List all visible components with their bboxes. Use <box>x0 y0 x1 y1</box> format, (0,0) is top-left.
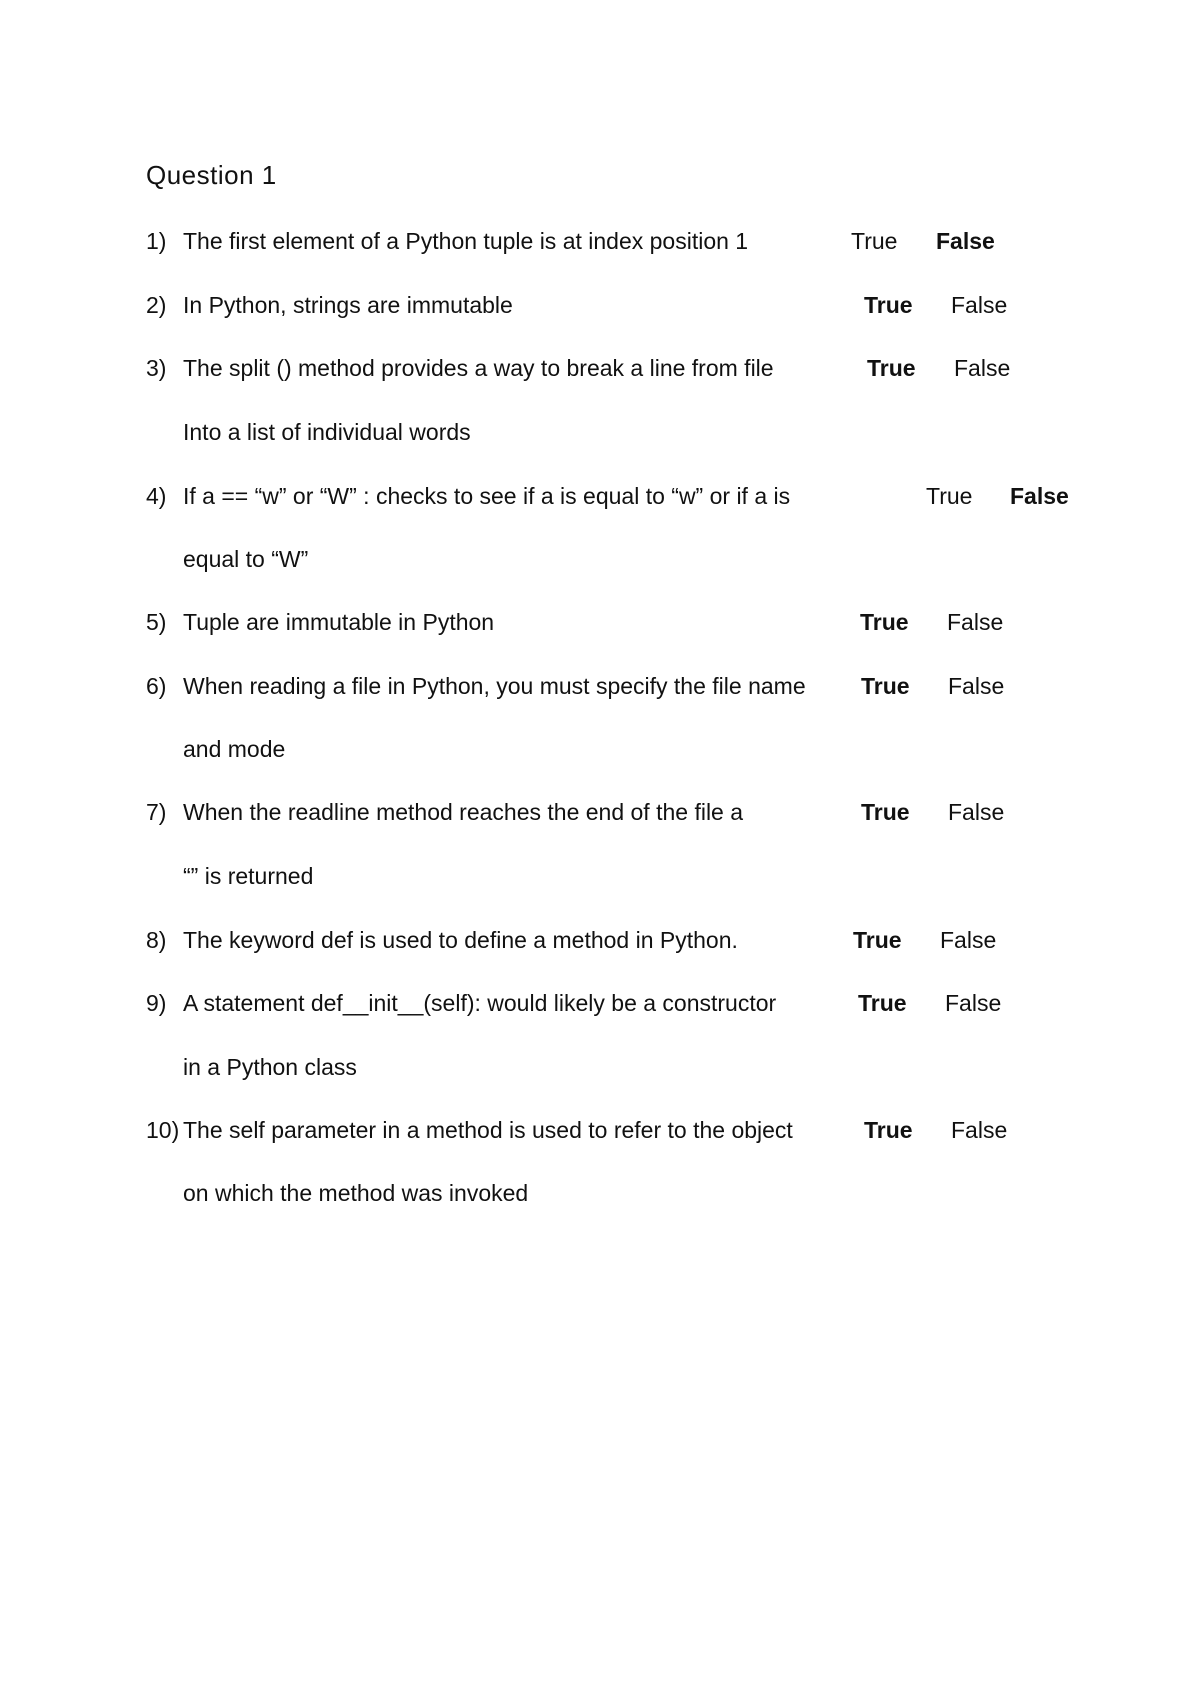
question-text: When the readline method reaches the end of the file a <box>183 799 744 825</box>
answer-true: True <box>851 228 898 254</box>
answer-true-selected: True <box>861 799 910 825</box>
question-text-continued: “” is returned <box>183 863 314 889</box>
answer-true-selected: True <box>861 673 910 699</box>
question-number: 8) <box>146 927 167 953</box>
question-text-continued: equal to “W” <box>183 546 309 572</box>
question-text: The keyword def is used to define a method in Python. <box>183 927 738 953</box>
answer-true-selected: True <box>853 927 902 953</box>
answer-true-selected: True <box>860 609 909 635</box>
question-number: 4) <box>146 483 167 509</box>
answer-true: True <box>926 483 973 509</box>
answer-false: False <box>948 673 1005 699</box>
question-number: 6) <box>146 673 167 699</box>
answer-true-selected: True <box>864 1117 913 1143</box>
question-number: 1) <box>146 228 167 254</box>
question-number: 3) <box>146 355 167 381</box>
answer-false: False <box>954 355 1011 381</box>
question-number: 10) <box>146 1117 180 1143</box>
answer-false-selected: False <box>936 228 995 254</box>
question-text: The first element of a Python tuple is at index position 1 <box>183 228 749 254</box>
question-text-continued: Into a list of individual words <box>183 419 471 445</box>
answer-true-selected: True <box>858 990 907 1016</box>
question-text-continued: and mode <box>183 736 286 762</box>
answer-false: False <box>948 799 1005 825</box>
question-text: The self parameter in a method is used to refer to the object <box>183 1117 793 1143</box>
answer-false: False <box>951 1117 1008 1143</box>
answer-false: False <box>945 990 1002 1016</box>
question-text: In Python, strings are immutable <box>183 292 513 318</box>
question-number: 2) <box>146 292 167 318</box>
answer-false: False <box>947 609 1004 635</box>
question-number: 7) <box>146 799 167 825</box>
answer-true-selected: True <box>867 355 916 381</box>
question-text: The split () method provides a way to break a line from file <box>183 355 774 381</box>
question-text: A statement def__init__(self): would likely be a constructor <box>183 990 777 1016</box>
question-number: 9) <box>146 990 167 1016</box>
question-number: 5) <box>146 609 167 635</box>
question-text: Tuple are immutable in Python <box>183 609 495 635</box>
question-text: If a == “w” or “W” : checks to see if a is equal to “w” or if a is <box>183 483 791 509</box>
question-text-continued: in a Python class <box>183 1054 357 1080</box>
answer-true-selected: True <box>864 292 913 318</box>
answer-false: False <box>940 927 997 953</box>
page-title: Question 1 <box>146 160 277 190</box>
answer-false: False <box>951 292 1008 318</box>
question-text-continued: on which the method was invoked <box>183 1180 529 1206</box>
question-text: When reading a file in Python, you must specify the file name <box>183 673 806 699</box>
answer-false-selected: False <box>1010 483 1069 509</box>
